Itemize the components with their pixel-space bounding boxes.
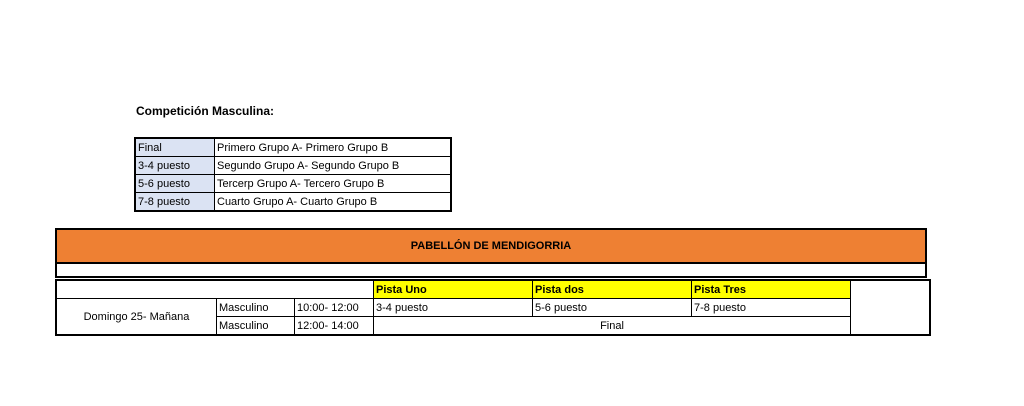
section-title: Competición Masculina:: [136, 104, 275, 118]
time-cell: 10:00- 12:00: [294, 299, 373, 317]
final-cell: Final: [374, 317, 851, 336]
table-row: [56, 280, 930, 299]
group-value: Segundo Grupo A- Segundo Grupo B: [215, 157, 452, 175]
table-row: [135, 157, 451, 175]
match-cell: 3-4 puesto: [374, 299, 533, 317]
pista-uno-header: Pista Uno: [374, 280, 533, 299]
group-label: 3-4 puesto: [135, 157, 215, 175]
group-label: 7-8 puesto: [135, 193, 215, 212]
blank-row: [55, 262, 927, 278]
extra-column: [851, 280, 931, 335]
table-row: [135, 175, 451, 193]
group-assignment-table: [134, 137, 452, 212]
match-cell: 7-8 puesto: [692, 299, 851, 317]
match-cell: 5-6 puesto: [533, 299, 692, 317]
header-blank: [56, 280, 374, 299]
group-label: 5-6 puesto: [135, 175, 215, 193]
day-cell: Domingo 25- Mañana: [56, 299, 217, 336]
table-row: [56, 299, 930, 317]
table-row: [135, 193, 451, 212]
group-value: Cuarto Grupo A- Cuarto Grupo B: [215, 193, 452, 212]
category-cell: Masculino: [217, 299, 295, 317]
pista-dos-header: Pista dos: [533, 280, 692, 299]
pavilion-banner: PABELLÓN DE MENDIGORRIA: [55, 228, 927, 264]
group-value: Primero Grupo A- Primero Grupo B: [215, 138, 452, 157]
group-label: Final: [135, 138, 215, 157]
table-row: [135, 138, 451, 157]
category-cell: Masculino: [217, 317, 295, 336]
schedule-table: [55, 279, 931, 336]
group-value: Tercerp Grupo A- Tercero Grupo B: [215, 175, 452, 193]
time-cell: 12:00- 14:00: [294, 317, 373, 336]
pista-tres-header: Pista Tres: [692, 280, 851, 299]
